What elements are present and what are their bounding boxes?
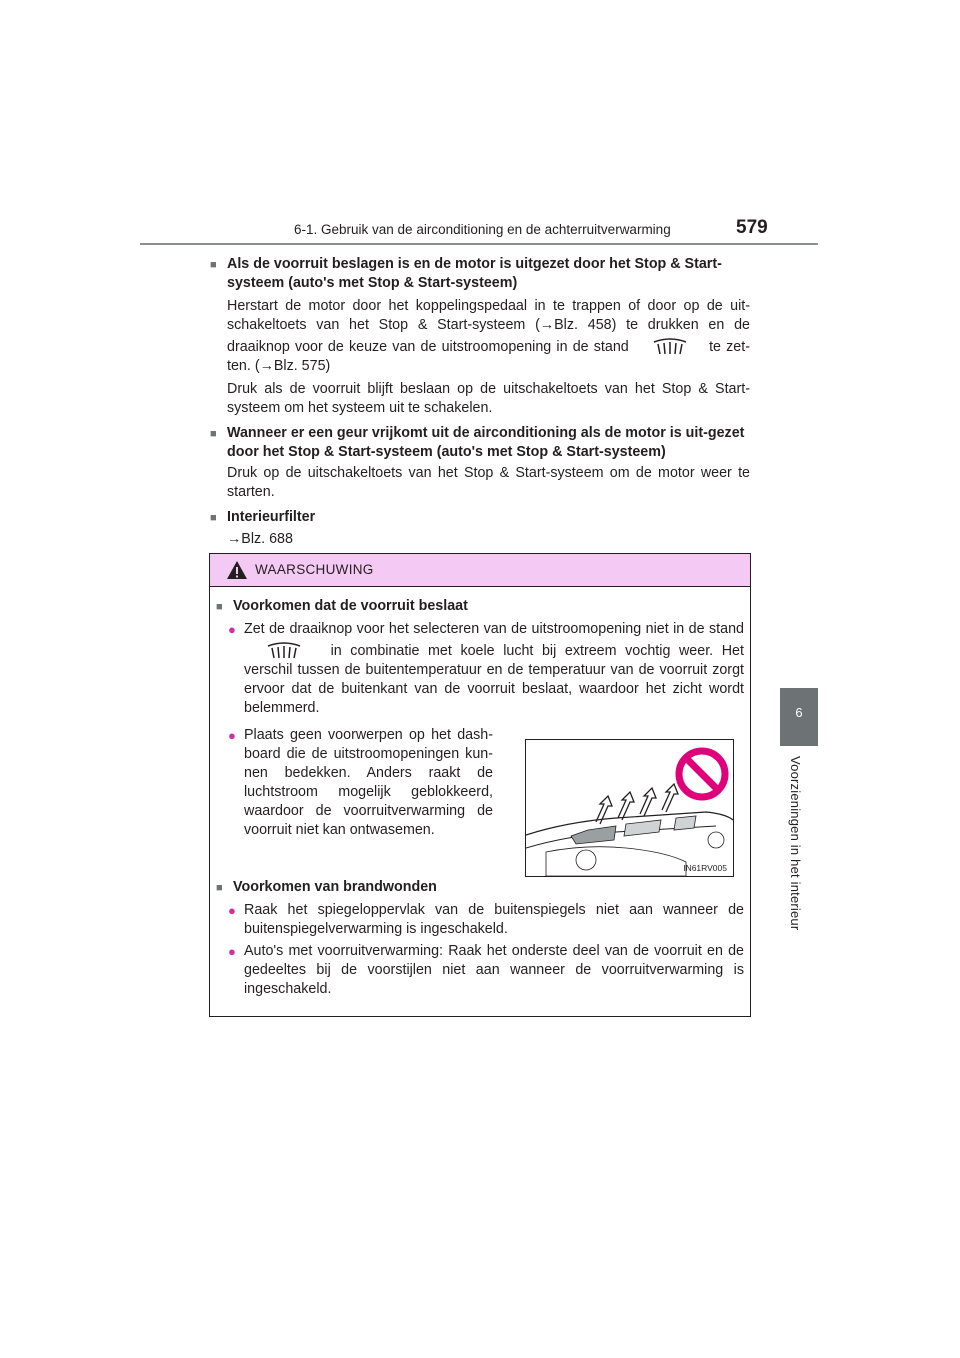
section-paragraph: Druk als de voorruit blijft beslaan op de uitschakeltoets van het Stop & Start-systeem om het systeem uit te schakelen. (227, 381, 750, 416)
section-filter (210, 508, 750, 549)
prohibition-icon (679, 751, 725, 797)
bullet-text (244, 620, 744, 718)
warning-header (210, 554, 750, 587)
section-heading (210, 255, 750, 293)
section-paragraph: Druk op de uitschakeltoets van het Stop & Start-systeem om de motor weer te starten. (227, 465, 750, 500)
bullet-text: Raak het spiegeloppervlak van de buitenspiegels niet aan wanneer de buitenspiegelverwarming is ingeschakeld. (244, 902, 744, 937)
bullet-dot-icon: ● (228, 903, 236, 918)
section-odor (210, 424, 750, 502)
section-heading-text: Wanneer er een geur vrijkomt uit de airconditioning als de motor is uit-gezet door het Stop & Start-systeem (auto's met Stop & Start-systeem) (227, 425, 745, 460)
square-bullet-icon: ■ (210, 259, 217, 271)
paragraph-text: Herstart de motor door het koppelingspedaal in te trappen of door op de uit-schakeltoets van het Stop & Start-systeem (→Blz. 458) te drukken en de draaiknop voor de keuze van de uitstroomopening in de stand (227, 298, 750, 355)
square-bullet-icon: ■ (210, 428, 217, 440)
square-bullet-icon: ■ (216, 601, 223, 613)
section-heading (210, 424, 750, 462)
warning-subheading-text: Voorkomen dat de voorruit beslaat (233, 598, 468, 614)
list-item (228, 620, 744, 718)
bullet-text: Auto's met voorruitverwarming: Raak het onderste deel van de voorruit en de gedeeltes bij de voorstijlen niet aan wanneer de voorruitverwarming is ingeschakeld. (244, 943, 744, 997)
square-bullet-icon: ■ (210, 512, 217, 524)
page-number: 579 (736, 217, 768, 238)
page-reference-link[interactable]: →Blz. 688 (227, 531, 293, 547)
chapter-tab[interactable] (780, 688, 818, 746)
list-item (228, 726, 493, 840)
list-item (228, 942, 744, 999)
bullet-text: Plaats geen voorwerpen op het dash-board die de uitstroomopeningen kun-nen bedekken. Anders raakt de luchtstroom mogelijk geblokkeerd, waardoor de voorruitverwarming de voorruit niet kan ontwasemen. (244, 727, 493, 838)
defroster-icon (262, 639, 306, 659)
bullet-dot-icon: ● (228, 728, 236, 743)
bullet-dot-icon: ● (228, 944, 236, 959)
section-heading-text: Interieurfilter (227, 509, 316, 525)
header-divider (140, 243, 818, 245)
defroster-icon (648, 335, 692, 355)
warning-subheading-text: Voorkomen van brandwonden (233, 879, 437, 895)
chapter-title: 6-1. Gebruik van de airconditioning en de achterruitverwarming (294, 222, 671, 237)
section-paragraph (227, 297, 750, 376)
warning-subheading (216, 878, 744, 898)
warning-triangle-icon (226, 560, 248, 580)
warning-title: WAARSCHUWING (255, 562, 374, 577)
dashboard-drawing (526, 740, 733, 876)
bullet-dot-icon: ● (228, 622, 236, 637)
square-bullet-icon: ■ (216, 882, 223, 894)
illustration-code: IN61RV005 (683, 863, 727, 873)
section-heading-text: Als de voorruit beslagen is en de motor is uitgezet door het Stop & Start-systeem (auto's met Stop & Start-systeem) (227, 256, 722, 291)
dashboard-illustration (525, 739, 734, 877)
list-item (228, 901, 744, 939)
section-heading (210, 508, 750, 528)
page-header (0, 0, 960, 250)
chapter-side-label: Voorzieningen in het interieur (788, 756, 803, 931)
warning-subheading (216, 597, 744, 617)
paragraph-text: te zet-ten. (→Blz. 575) (227, 339, 750, 374)
bullet-text-part: Zet de draaiknop voor het selecteren van de uitstroomopening niet in de stand (244, 621, 744, 637)
chapter-number: 6 (795, 705, 803, 720)
bullet-text-part: in combinatie met koele lucht bij extreem vochtig weer. Het verschil tussen de buitentemperatuur en de temperatuur van de voorruit zorgt ervoor dat de buitenkant van de voorruit beslaat, waardoor het zicht wordt belemmerd. (244, 643, 744, 716)
section-defog (210, 255, 750, 418)
main-content (210, 255, 750, 549)
